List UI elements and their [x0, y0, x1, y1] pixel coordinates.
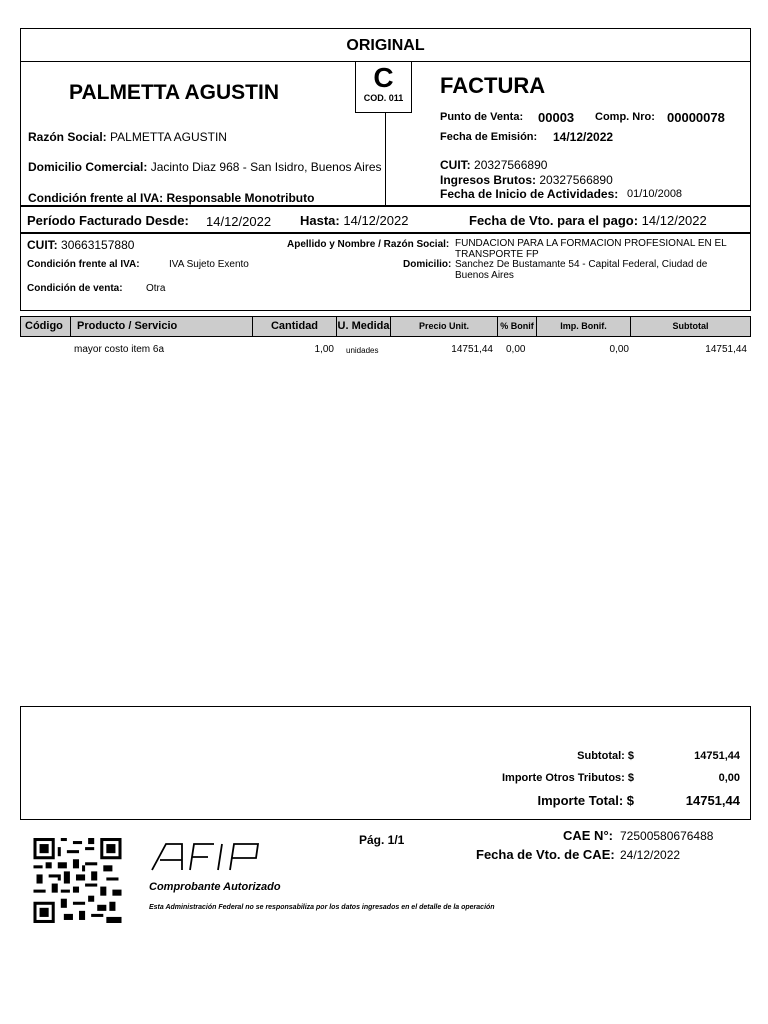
comp-nro-value: 00000078 — [667, 110, 725, 125]
col-producto: Producto / Servicio — [71, 317, 253, 336]
issuer-name: PALMETTA AGUSTIN — [69, 81, 279, 104]
col-precio: Precio Unit. — [391, 317, 498, 336]
vto-pago — [469, 213, 707, 228]
row-unidad: unidades — [346, 346, 379, 355]
client-domicilio-label: Domicilio: — [403, 259, 452, 270]
col-bonif-imp: Imp. Bonif. — [537, 317, 631, 336]
col-subtotal: Subtotal — [672, 321, 709, 331]
items-table-header — [20, 316, 751, 337]
punto-venta-label: Punto de Venta: — [440, 111, 524, 123]
issuer-cuit-value: 20327566890 — [474, 158, 548, 172]
invoice-header — [20, 28, 751, 206]
periodo-hasta — [300, 213, 408, 228]
comp-nro-label: Comp. Nro: — [595, 111, 655, 123]
issuer-domicilio — [28, 160, 382, 174]
cae-value: 72500580676488 — [620, 829, 714, 843]
page-number: Pág. 1/1 — [359, 833, 405, 847]
col-bonif-pct: % Bonif — [498, 317, 537, 336]
client-cuit — [27, 238, 134, 252]
periodo-desde-label: Período Facturado Desde: — [27, 213, 189, 228]
copy-label: ORIGINAL — [346, 37, 425, 54]
col-unidad: U. Medida — [337, 317, 391, 336]
row-producto: mayor costo item 6a — [74, 344, 165, 355]
comprobante-autorizado: Comprobante Autorizado — [149, 881, 281, 893]
issuer-cuit-label: CUIT: — [440, 158, 471, 172]
client-nombre-line2: TRANSPORTE FP — [455, 249, 539, 260]
afip-logo-icon — [150, 840, 265, 872]
qr-code-icon — [33, 838, 122, 923]
invoice-type-box — [355, 62, 412, 113]
client-box — [20, 233, 751, 311]
vto-pago-value: 14/12/2022 — [641, 213, 707, 228]
invoice-type-letter: C — [373, 62, 394, 93]
fecha-emision-value: 14/12/2022 — [553, 130, 614, 144]
total-value: 14751,44 — [685, 793, 740, 808]
client-domicilio — [455, 259, 707, 281]
afip-logo-text: AFIP — [150, 840, 153, 841]
issuer-cuit — [440, 158, 547, 172]
invoice-title: FACTURA — [440, 73, 546, 98]
issuer-iva — [28, 191, 314, 205]
punto-venta-value: 00003 — [538, 110, 575, 125]
periodo-desde-value: 14/12/2022 — [206, 214, 272, 229]
client-nombre-line1: FUNDACION PARA LA FORMACION PROFESIONAL EN EL — [455, 238, 727, 249]
col-codigo: Código — [21, 317, 71, 336]
copy-strip — [21, 29, 750, 62]
periodo-hasta-label: Hasta: — [300, 213, 340, 228]
condicion-venta-value: Otra — [146, 283, 166, 294]
subtotal-label: Subtotal: $ — [577, 750, 634, 762]
client-cuit-label: CUIT: — [27, 238, 58, 252]
client-nombre — [455, 238, 727, 260]
client-nombre-label: Apellido y Nombre / Razón Social: — [287, 239, 450, 250]
ingresos-brutos-label: Ingresos Brutos: — [440, 173, 537, 187]
row-subtotal: 14751,44 — [705, 344, 747, 355]
disclaimer: Esta Administración Federal no se responsabiliza por los datos ingresados en el detalle de la operación — [149, 904, 495, 911]
cae-vto-value: 24/12/2022 — [620, 848, 681, 862]
row-bonif-imp: 0,00 — [609, 344, 629, 355]
client-iva-label: Condición frente al IVA: — [27, 259, 140, 270]
issuer-domicilio-value: Jacinto Diaz 968 - San Isidro, Buenos Aires — [150, 160, 382, 174]
invoice-type-code: COD. 011 — [363, 93, 404, 103]
row-cantidad: 1,00 — [314, 344, 334, 355]
otros-tributos-label: Importe Otros Tributos: $ — [501, 772, 634, 784]
totals-box — [20, 706, 751, 820]
cae-label: CAE N°: — [563, 828, 613, 843]
period-strip — [20, 206, 751, 233]
otros-tributos-value: 0,00 — [718, 772, 740, 784]
vto-pago-label: Fecha de Vto. para el pago: — [469, 213, 639, 228]
col-cantidad: Cantidad — [253, 317, 337, 336]
issuer-razon-social-value: PALMETTA AGUSTIN — [110, 130, 227, 144]
client-cuit-value: 30663157880 — [61, 238, 135, 252]
issuer-iva-value: Responsable Monotributo — [166, 191, 315, 205]
row-precio: 14751,44 — [451, 344, 493, 355]
inicio-actividades-label: Fecha de Inicio de Actividades: — [440, 187, 619, 201]
client-iva-value: IVA Sujeto Exento — [169, 259, 249, 270]
client-domicilio-line2: Buenos Aires — [455, 270, 514, 281]
ingresos-brutos — [440, 173, 613, 187]
periodo-hasta-value: 14/12/2022 — [343, 213, 409, 228]
inicio-actividades-value: 01/10/2008 — [627, 188, 683, 200]
ingresos-brutos-value: 20327566890 — [539, 173, 613, 187]
issuer-razon-social — [28, 130, 227, 144]
fecha-emision-label: Fecha de Emisión: — [440, 131, 538, 143]
issuer-razon-social-label: Razón Social: — [28, 130, 107, 144]
cae-vto-label: Fecha de Vto. de CAE: — [476, 847, 615, 862]
issuer-iva-label: Condición frente al IVA: — [28, 191, 164, 205]
total-label: Importe Total: $ — [537, 793, 634, 808]
issuer-domicilio-label: Domicilio Comercial: — [28, 160, 148, 174]
condicion-venta-label: Condición de venta: — [27, 283, 123, 294]
subtotal-value: 14751,44 — [694, 750, 740, 762]
row-bonif-pct: 0,00 — [506, 344, 526, 355]
client-domicilio-line1: Sanchez De Bustamante 54 - Capital Federal, Ciudad de — [455, 259, 708, 270]
